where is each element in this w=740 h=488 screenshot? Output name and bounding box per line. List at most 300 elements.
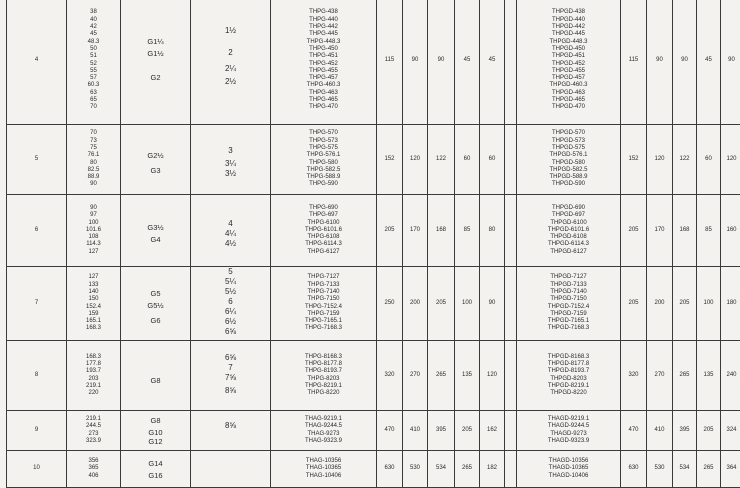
part-number: THAG-10356 xyxy=(271,458,376,465)
part-number-d: THPGD-438 xyxy=(517,9,620,16)
part-number: THPG-582.5 xyxy=(271,167,376,174)
part-number-d-cell xyxy=(517,341,621,411)
part-number-d: THPGD-7150 xyxy=(517,296,620,303)
part-number: THPG-442 xyxy=(271,24,376,31)
part-number-d: THPGD-580 xyxy=(517,160,620,167)
dimension-cell: 205 xyxy=(377,195,403,267)
thread-size-value: G5 xyxy=(121,289,190,298)
part-number: THPG-448.3 xyxy=(271,39,376,46)
part-number-d: THPGD-445 xyxy=(517,31,620,38)
part-number-d: THPGD-8193.7 xyxy=(517,368,620,375)
part-number: THPG-7140 xyxy=(271,289,376,296)
dimension-d-cell: 530 xyxy=(647,451,673,488)
pipe-size-value: 6⅝ xyxy=(191,327,270,337)
dimension-cell: 182 xyxy=(480,451,505,488)
part-number-cell xyxy=(271,125,377,195)
thread-size-cell xyxy=(121,195,191,267)
dimension-d-cell: 205 xyxy=(621,195,647,267)
outer-diameter-value: 133 xyxy=(67,282,120,289)
part-number-d: THPGD-6101.6 xyxy=(517,227,620,234)
part-number-d: THPGD-573 xyxy=(517,138,620,145)
pipe-size-value: 5 xyxy=(191,267,270,277)
outer-diameter-value: 168.3 xyxy=(67,325,120,332)
part-number: THAG-10406 xyxy=(271,473,376,480)
dimension-cell: 320 xyxy=(377,341,403,411)
size-cell: 8 xyxy=(7,341,67,411)
size-cell: 10 xyxy=(7,451,67,488)
thread-size-cell xyxy=(121,451,191,488)
part-number: THAG-9244.5 xyxy=(271,423,376,430)
outer-diameter-value: 323.9 xyxy=(67,438,120,445)
part-number-cell xyxy=(271,195,377,267)
part-number: THPG-576.1 xyxy=(271,152,376,159)
dimension-cell: 60 xyxy=(480,125,505,195)
part-number-d: THPGD-450 xyxy=(517,46,620,53)
pipe-size-value xyxy=(191,179,270,182)
thread-size-value: G6 xyxy=(121,316,190,325)
dimension-d-cell: 100 xyxy=(697,267,721,341)
separator-cell xyxy=(505,267,517,341)
part-number-d: THAGD-9244.5 xyxy=(517,423,620,430)
thread-size-value: G3 xyxy=(121,166,190,175)
dimension-d-cell: 410 xyxy=(647,411,673,451)
outer-diameter-value: 82.5 xyxy=(67,167,120,174)
dimension-d-cell: 90 xyxy=(721,0,740,125)
part-number-d: THPGD-6108 xyxy=(517,234,620,241)
outer-diameter-value: 203 xyxy=(67,376,120,383)
outer-diameter-value: 55 xyxy=(67,68,120,75)
outer-diameter-value: 50 xyxy=(67,46,120,53)
thread-size-cell xyxy=(121,411,191,451)
outer-diameter-cell xyxy=(67,125,121,195)
outer-diameter-value: 101.6 xyxy=(67,227,120,234)
outer-diameter-value: 114.3 xyxy=(67,241,120,248)
outer-diameter-value: 57 xyxy=(67,75,120,82)
dimension-d-cell: 60 xyxy=(697,125,721,195)
part-number-cell xyxy=(271,411,377,451)
thread-size-value: G14 xyxy=(121,459,190,468)
outer-diameter-value: 356 xyxy=(67,458,120,465)
outer-diameter-value: 127 xyxy=(67,249,120,256)
part-number-d: THPGD-451 xyxy=(517,53,620,60)
part-number: THPG-7150 xyxy=(271,296,376,303)
part-number: THPG-451 xyxy=(271,53,376,60)
thread-size-cell xyxy=(121,267,191,341)
dimension-cell: 60 xyxy=(455,125,480,195)
outer-diameter-value: 42 xyxy=(67,24,120,31)
outer-diameter-value: 90 xyxy=(67,205,120,212)
dimension-d-cell: 205 xyxy=(697,411,721,451)
dimension-cell: 395 xyxy=(428,411,455,451)
part-number: THAG-9219.1 xyxy=(271,416,376,423)
part-number: THPG-7152.4 xyxy=(271,304,376,311)
outer-diameter-cell xyxy=(67,451,121,488)
table-row xyxy=(7,451,740,488)
part-number-d: THPGD-570 xyxy=(517,130,620,137)
part-number-d: THPGD-465 xyxy=(517,97,620,104)
dimension-d-cell: 90 xyxy=(647,0,673,125)
dimension-cell: 250 xyxy=(377,267,403,341)
part-number: THPG-8203 xyxy=(271,376,376,383)
table-row xyxy=(7,341,740,411)
separator-cell xyxy=(505,125,517,195)
part-number-d: THPGD-7159 xyxy=(517,311,620,318)
outer-diameter-cell xyxy=(67,267,121,341)
dimension-cell: 168 xyxy=(428,195,455,267)
table-row xyxy=(7,125,740,195)
part-number-d: THPGD-442 xyxy=(517,24,620,31)
outer-diameter-value: 80 xyxy=(67,160,120,167)
dimension-cell: 85 xyxy=(455,195,480,267)
dimension-d-cell: 205 xyxy=(621,267,647,341)
thread-size-value: G3½ xyxy=(121,223,190,232)
separator-cell xyxy=(505,451,517,488)
pipe-size-value: 4 xyxy=(191,219,270,229)
outer-diameter-value: 159 xyxy=(67,311,120,318)
part-number-d: THPGD-457 xyxy=(517,75,620,82)
pipe-size-cell xyxy=(191,125,271,195)
outer-diameter-cell xyxy=(67,411,121,451)
dimension-d-cell: 168 xyxy=(673,195,697,267)
specification-table xyxy=(6,0,740,488)
thread-size-value xyxy=(121,244,190,247)
part-number: THPG-697 xyxy=(271,212,376,219)
pipe-size-value xyxy=(191,471,270,474)
table-row xyxy=(7,0,740,125)
outer-diameter-value: 273 xyxy=(67,431,120,438)
size-cell: 6 xyxy=(7,195,67,267)
dimension-d-cell: 324 xyxy=(721,411,740,451)
part-number-d: THAGD-9273 xyxy=(517,431,620,438)
dimension-d-cell: 270 xyxy=(647,341,673,411)
dimension-d-cell: 170 xyxy=(647,195,673,267)
thread-size-value: G12 xyxy=(121,437,190,446)
dimension-d-cell: 120 xyxy=(647,125,673,195)
dimension-cell: 120 xyxy=(480,341,505,411)
outer-diameter-value: 219.1 xyxy=(67,416,120,423)
pipe-size-value: 8⅝ xyxy=(191,386,270,396)
dimension-d-cell: 265 xyxy=(697,451,721,488)
part-number: THPG-450 xyxy=(271,46,376,53)
thread-size-value: G2 xyxy=(121,73,190,82)
outer-diameter-value: 108 xyxy=(67,234,120,241)
thread-size-value: G2½ xyxy=(121,151,190,160)
part-number: THPG-588.9 xyxy=(271,174,376,181)
pipe-size-cell xyxy=(191,0,271,125)
outer-diameter-value: 219.1 xyxy=(67,383,120,390)
pipe-size-value xyxy=(191,249,270,252)
part-number-cell xyxy=(271,267,377,341)
dimension-d-cell: 470 xyxy=(621,411,647,451)
part-number-d: THPGD-590 xyxy=(517,181,620,188)
part-number-d-cell xyxy=(517,451,621,488)
outer-diameter-value: 220 xyxy=(67,390,120,397)
part-number: THPG-460.3 xyxy=(271,82,376,89)
outer-diameter-value: 177.8 xyxy=(67,361,120,368)
part-number-d: THPGD-575 xyxy=(517,145,620,152)
dimension-d-cell: 160 xyxy=(721,195,740,267)
pipe-size-value: 6 xyxy=(191,297,270,307)
outer-diameter-value: 97 xyxy=(67,212,120,219)
part-number-d: THPGD-6114.3 xyxy=(517,241,620,248)
part-number-d: THPGD-8177.8 xyxy=(517,361,620,368)
thread-size-value: G16 xyxy=(121,471,190,480)
table-row xyxy=(7,411,740,451)
part-number: THAG-9323.9 xyxy=(271,438,376,445)
outer-diameter-value: 365 xyxy=(67,465,120,472)
part-number: THPG-7159 xyxy=(271,311,376,318)
part-number: THPG-6108 xyxy=(271,234,376,241)
part-number-cell xyxy=(271,0,377,125)
outer-diameter-value: 244.5 xyxy=(67,423,120,430)
part-number: THPG-6114.3 xyxy=(271,241,376,248)
dimension-d-cell: 152 xyxy=(621,125,647,195)
part-number: THPG-438 xyxy=(271,9,376,16)
outer-diameter-value: 168.3 xyxy=(67,354,120,361)
part-number-d: THPGD-6127 xyxy=(517,249,620,256)
pipe-size-value: 2½ xyxy=(191,77,270,87)
outer-diameter-value: 127 xyxy=(67,274,120,281)
dimension-cell: 410 xyxy=(403,411,428,451)
thread-size-value: G8 xyxy=(121,416,190,425)
dimension-d-cell: 135 xyxy=(697,341,721,411)
thread-size-value: G1½ xyxy=(121,49,190,58)
dimension-d-cell: 265 xyxy=(673,341,697,411)
part-number: THPG-7133 xyxy=(271,282,376,289)
part-number-d: THPGD-7152.4 xyxy=(517,304,620,311)
part-number: THAG-10365 xyxy=(271,465,376,472)
part-number-d: THPGD-588.9 xyxy=(517,174,620,181)
pipe-size-value: 3¼ xyxy=(191,159,270,169)
outer-diameter-value: 60.3 xyxy=(67,82,120,89)
part-number-d-cell xyxy=(517,411,621,451)
outer-diameter-value: 52 xyxy=(67,61,120,68)
part-number-d: THAGD-10365 xyxy=(517,465,620,472)
pipe-size-value: 7 xyxy=(191,363,270,373)
dimension-d-cell: 200 xyxy=(647,267,673,341)
outer-diameter-value: 63 xyxy=(67,90,120,97)
dimension-d-cell: 180 xyxy=(721,267,740,341)
pipe-size-value xyxy=(191,437,270,440)
part-number: THPG-690 xyxy=(271,205,376,212)
part-number: THPG-6101.6 xyxy=(271,227,376,234)
outer-diameter-value: 38 xyxy=(67,9,120,16)
table-row xyxy=(7,267,740,341)
outer-diameter-cell xyxy=(67,0,121,125)
dimension-cell: 265 xyxy=(455,451,480,488)
thread-size-cell xyxy=(121,125,191,195)
pipe-size-cell xyxy=(191,341,271,411)
outer-diameter-value: 90 xyxy=(67,181,120,188)
pipe-size-cell xyxy=(191,195,271,267)
thread-size-value xyxy=(121,385,190,388)
part-number: THPG-470 xyxy=(271,104,376,111)
dimension-cell: 200 xyxy=(403,267,428,341)
thread-size-cell xyxy=(121,341,191,411)
part-number: THPG-573 xyxy=(271,138,376,145)
dimension-d-cell: 45 xyxy=(697,0,721,125)
pipe-size-value: 5¼ xyxy=(191,277,270,287)
dimension-cell: 205 xyxy=(428,267,455,341)
outer-diameter-value: 51 xyxy=(67,53,120,60)
dimension-cell: 630 xyxy=(377,451,403,488)
dimension-d-cell: 90 xyxy=(673,0,697,125)
part-number: THPG-7168.3 xyxy=(271,325,376,332)
outer-diameter-value: 40 xyxy=(67,17,120,24)
outer-diameter-value: 70 xyxy=(67,130,120,137)
dimension-cell: 135 xyxy=(455,341,480,411)
outer-diameter-cell xyxy=(67,195,121,267)
part-number-d: THAGD-9219.1 xyxy=(517,416,620,423)
dimension-cell: 90 xyxy=(403,0,428,125)
size-cell: 7 xyxy=(7,267,67,341)
dimension-cell: 90 xyxy=(480,267,505,341)
dimension-cell: 45 xyxy=(455,0,480,125)
part-number-d: THPGD-463 xyxy=(517,90,620,97)
part-number-d: THPGD-7165.1 xyxy=(517,318,620,325)
part-number-d: THPGD-7127 xyxy=(517,274,620,281)
outer-diameter-value: 193.7 xyxy=(67,368,120,375)
size-cell: 5 xyxy=(7,125,67,195)
part-number: THPG-440 xyxy=(271,17,376,24)
part-number-d: THPGD-460.3 xyxy=(517,82,620,89)
dimension-d-cell: 630 xyxy=(621,451,647,488)
part-number: THPG-457 xyxy=(271,75,376,82)
outer-diameter-value: 70 xyxy=(67,104,120,111)
thread-size-value xyxy=(121,175,190,178)
outer-diameter-value: 73 xyxy=(67,138,120,145)
part-number-d: THAGD-9323.9 xyxy=(517,438,620,445)
pipe-size-value: 8⅝ xyxy=(191,421,270,431)
dimension-cell: 45 xyxy=(480,0,505,125)
dimension-cell: 122 xyxy=(428,125,455,195)
pipe-size-cell xyxy=(191,411,271,451)
pipe-size-value: 2¼ xyxy=(191,64,270,74)
pipe-size-value: 1½ xyxy=(191,26,270,36)
dimension-d-cell: 122 xyxy=(673,125,697,195)
part-number-d: THPGD-690 xyxy=(517,205,620,212)
dimension-d-cell: 240 xyxy=(721,341,740,411)
separator-cell xyxy=(505,195,517,267)
outer-diameter-value: 165.1 xyxy=(67,318,120,325)
part-number: THPG-445 xyxy=(271,31,376,38)
part-number-d-cell xyxy=(517,0,621,125)
pipe-size-value xyxy=(191,396,270,399)
dimension-cell: 530 xyxy=(403,451,428,488)
part-number-d: THPGD-8203 xyxy=(517,376,620,383)
thread-size-value: G5½ xyxy=(121,301,190,310)
part-number-d: THPGD-582.5 xyxy=(517,167,620,174)
pipe-size-value: 7⅝ xyxy=(191,373,270,383)
separator-cell xyxy=(505,341,517,411)
outer-diameter-value: 48.3 xyxy=(67,39,120,46)
part-number-d-cell xyxy=(517,267,621,341)
part-number: THPG-6127 xyxy=(271,249,376,256)
pipe-size-value: 3 xyxy=(191,146,270,156)
part-number: THPG-570 xyxy=(271,130,376,137)
part-number-d: THPGD-6100 xyxy=(517,220,620,227)
dimension-cell: 100 xyxy=(455,267,480,341)
part-number-d: THPGD-470 xyxy=(517,104,620,111)
pipe-size-value xyxy=(191,93,270,96)
part-number-d: THPGD-7133 xyxy=(517,282,620,289)
part-number-d: THPGD-8220 xyxy=(517,390,620,397)
outer-diameter-value: 88.9 xyxy=(67,174,120,181)
part-number: THPG-8220 xyxy=(271,390,376,397)
part-number: THPG-580 xyxy=(271,160,376,167)
pipe-size-value: 5½ xyxy=(191,287,270,297)
pipe-size-value: 6⅝ xyxy=(191,353,270,363)
part-number-d: THPGD-448.3 xyxy=(517,39,620,46)
part-number-cell xyxy=(271,341,377,411)
part-number: THPG-8168.3 xyxy=(271,354,376,361)
outer-diameter-value: 152.4 xyxy=(67,304,120,311)
part-number-d-cell xyxy=(517,125,621,195)
dimension-d-cell: 320 xyxy=(621,341,647,411)
pipe-size-cell xyxy=(191,267,271,341)
separator-cell xyxy=(505,0,517,125)
part-number-d: THPGD-8219.1 xyxy=(517,383,620,390)
part-number-d: THPGD-576.1 xyxy=(517,152,620,159)
outer-diameter-cell xyxy=(67,341,121,411)
dimension-cell: 120 xyxy=(403,125,428,195)
part-number-d: THAGD-10406 xyxy=(517,473,620,480)
part-number-cell xyxy=(271,451,377,488)
dimension-cell: 90 xyxy=(428,0,455,125)
dimension-cell: 115 xyxy=(377,0,403,125)
size-cell: 9 xyxy=(7,411,67,451)
part-number: THPG-7165.1 xyxy=(271,318,376,325)
pipe-size-cell xyxy=(191,451,271,488)
dimension-d-cell: 85 xyxy=(697,195,721,267)
part-number: THPG-6100 xyxy=(271,220,376,227)
part-number-d: THPGD-7168.3 xyxy=(517,325,620,332)
outer-diameter-value: 45 xyxy=(67,31,120,38)
part-number: THPG-452 xyxy=(271,61,376,68)
part-number-d: THPGD-8168.3 xyxy=(517,354,620,361)
part-number-d: THPGD-440 xyxy=(517,17,620,24)
size-cell: 4 xyxy=(7,0,67,125)
part-number: THPG-8219.1 xyxy=(271,383,376,390)
dimension-d-cell: 115 xyxy=(621,0,647,125)
part-number: THPG-465 xyxy=(271,97,376,104)
outer-diameter-value: 100 xyxy=(67,220,120,227)
thread-size-cell xyxy=(121,0,191,125)
outer-diameter-value: 140 xyxy=(67,289,120,296)
dimension-d-cell: 205 xyxy=(673,267,697,341)
thread-size-value: G1¼ xyxy=(121,37,190,46)
part-number: THPG-455 xyxy=(271,68,376,75)
part-number-d: THAGD-10356 xyxy=(517,458,620,465)
part-number: THPG-590 xyxy=(271,181,376,188)
part-number: THPG-7127 xyxy=(271,274,376,281)
pipe-size-value: 4¼ xyxy=(191,229,270,239)
thread-size-value: G8 xyxy=(121,376,190,385)
dimension-d-cell: 364 xyxy=(721,451,740,488)
outer-diameter-value: 76.1 xyxy=(67,152,120,159)
part-number: THAG-9273 xyxy=(271,431,376,438)
dimension-cell: 265 xyxy=(428,341,455,411)
thread-size-value xyxy=(121,88,190,91)
part-number-d-cell xyxy=(517,195,621,267)
dimension-cell: 534 xyxy=(428,451,455,488)
part-number: THPG-8177.8 xyxy=(271,361,376,368)
part-number-d: THPGD-455 xyxy=(517,68,620,75)
dimension-cell: 80 xyxy=(480,195,505,267)
outer-diameter-value: 75 xyxy=(67,145,120,152)
pipe-size-value: 4½ xyxy=(191,239,270,249)
dimension-cell: 470 xyxy=(377,411,403,451)
